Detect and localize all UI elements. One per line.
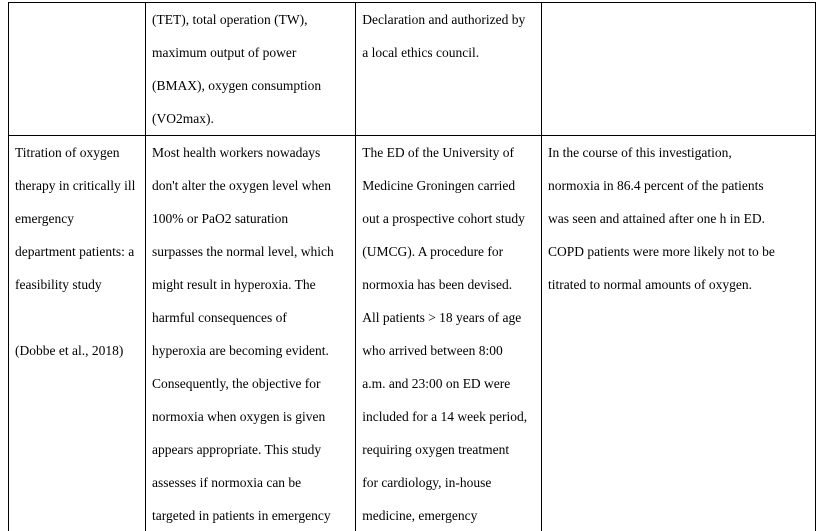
table-cell-background — [145, 3, 355, 136]
table-cell-methods — [356, 3, 542, 136]
table-row — [9, 3, 816, 136]
table-cell-results — [542, 3, 816, 136]
table-cell-methods — [356, 136, 542, 531]
cell-text: Declaration and authorized by a local ethics council. — [362, 12, 526, 60]
table-cell-results — [542, 136, 816, 531]
literature-review-table — [8, 2, 816, 531]
table-cell-study-title — [9, 136, 146, 531]
cell-text: In the course of this investigation, normoxia in 86.4 percent of the patients was seen and attained after one h in ED. COPD patients were more likely not to be titrated to normal amounts of oxygen. — [548, 145, 775, 292]
cell-text: (TET), total operation (TW), maximum output of power (BMAX), oxygen consumption (VO2max). — [151, 12, 322, 126]
table-row — [9, 136, 816, 531]
study-citation: (Dobbe et al., 2018) — [15, 343, 124, 358]
cell-text: The ED of the University of Medicine Groningen carried out a prospective cohort study (UMCG). A procedure for normoxia has been devised. All patients > 18 years of age who arrived between 8:00 a.m. and 23:00 on ED were included for a 14 week period, requiring oxygen treatment for cardiology, in-house medicine, emergency — [362, 145, 528, 523]
table-cell-study-title — [9, 3, 146, 136]
study-title: Titration of oxygen therapy in critically ill emergency department patients: a feasibility study — [15, 145, 136, 292]
table-cell-background — [145, 136, 355, 531]
cell-text: Most health workers nowadays don't alter the oxygen level when 100% or PaO2 saturation surpasses the normal level, which might result in hyperoxia. The harmful consequences of hyperoxia are becoming evident. Consequently, the objective for normoxia when oxygen is given appears appropriate. This study assesses if normoxia can be targeted in patients in emergency — [151, 145, 334, 523]
